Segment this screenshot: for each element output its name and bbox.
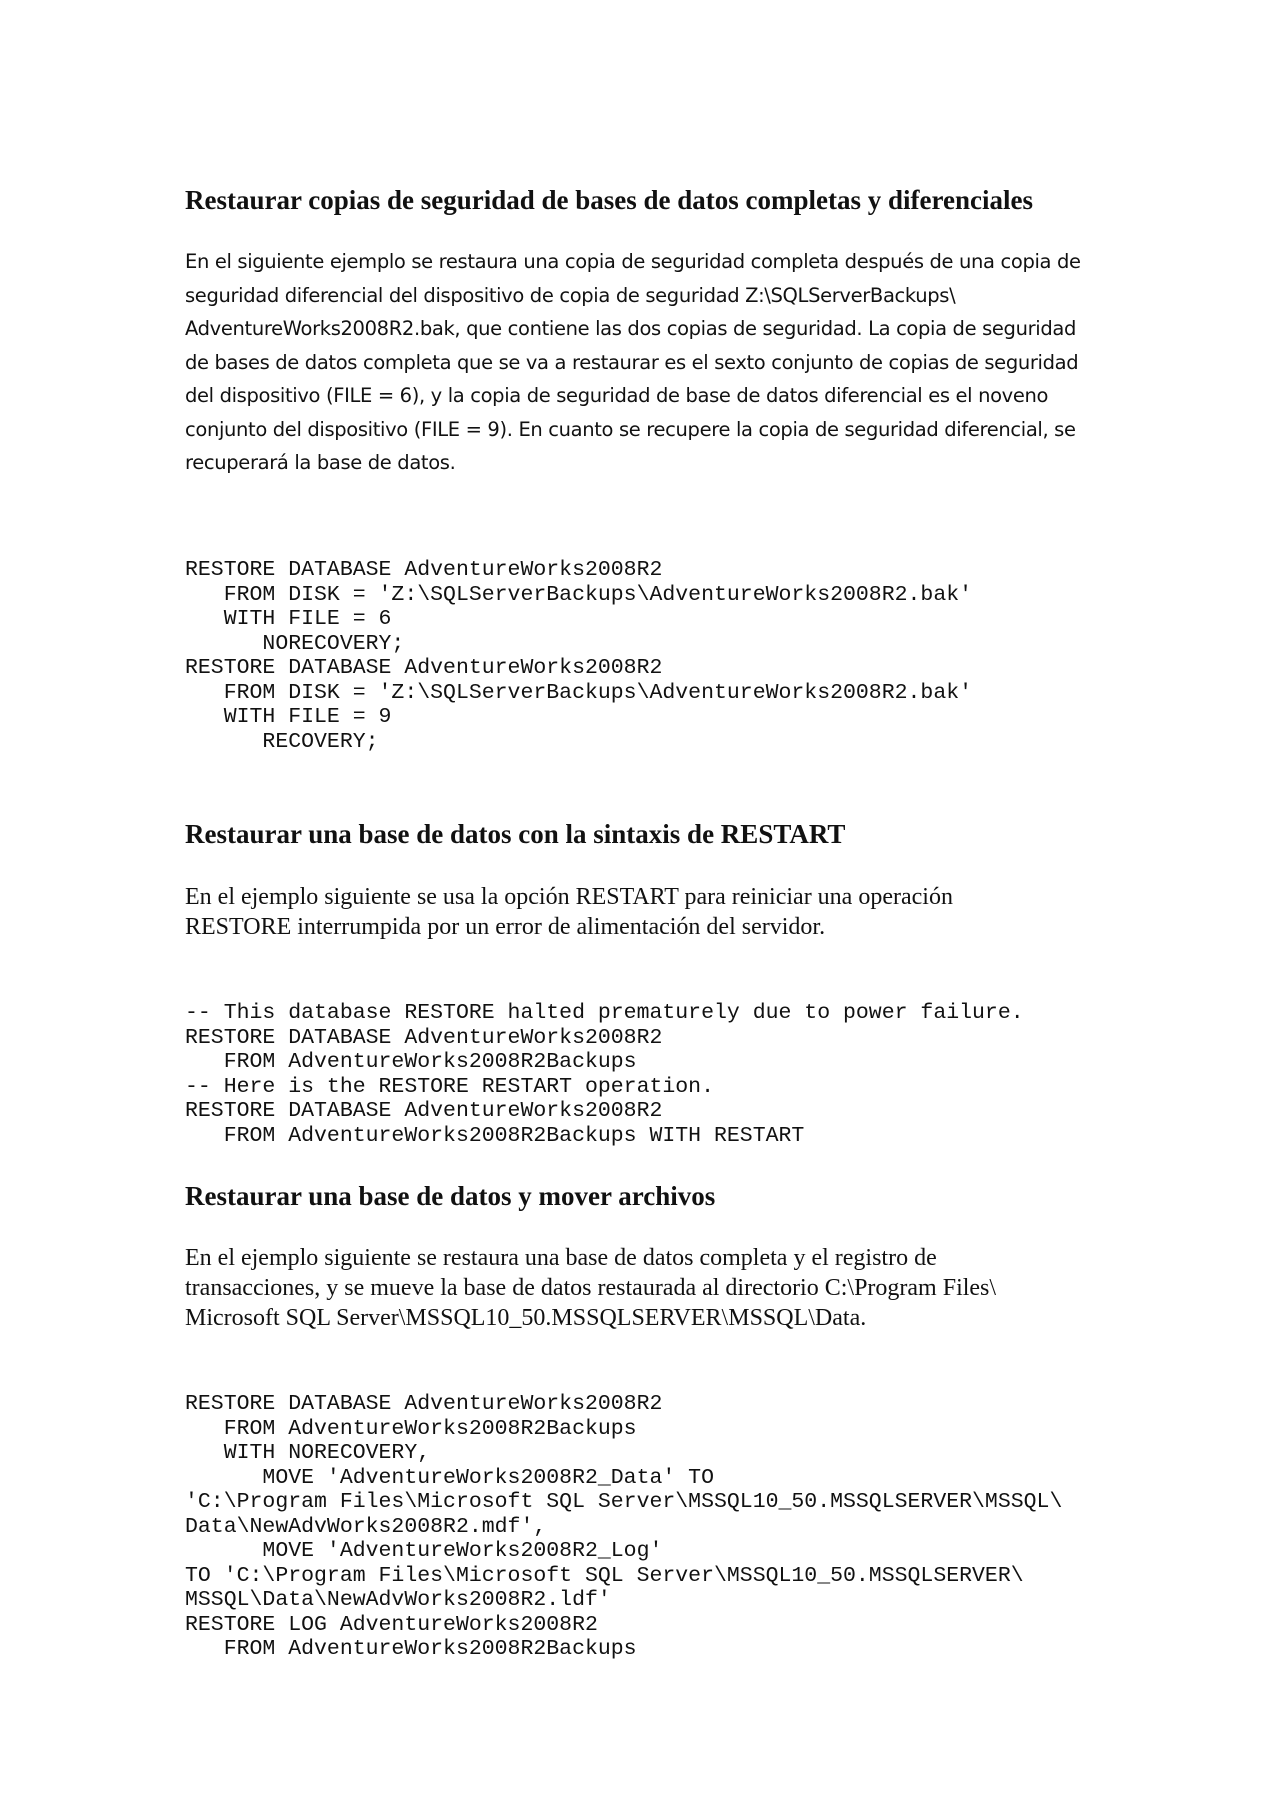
code-line: RESTORE DATABASE AdventureWorks2008R2	[185, 656, 663, 680]
code-line: FROM AdventureWorks2008R2Backups	[185, 1416, 637, 1441]
paragraph-line: transacciones, y se mueve la base de datos restaurada al directorio C:\Program Files\	[185, 1275, 997, 1301]
code-line: RESTORE LOG AdventureWorks2008R2	[185, 1612, 598, 1637]
code-line: WITH FILE = 6	[185, 607, 392, 631]
paragraph-line: recuperará la base de datos.	[185, 451, 456, 474]
code-line: RESTORE DATABASE AdventureWorks2008R2	[185, 1392, 663, 1416]
code-line: FROM DISK = 'Z:\SQLServerBackups\AdventureWorks2008R2.bak'	[185, 582, 973, 607]
code-line: WITH NORECOVERY,	[185, 1441, 431, 1465]
code-line: -- This database RESTORE halted prematurely due to power failure.	[185, 1001, 1024, 1025]
paragraph-line: AdventureWorks2008R2.bak, que contiene las dos copias de seguridad. La copia de seguridad	[185, 317, 1076, 340]
code-line: RECOVERY;	[185, 729, 379, 754]
code-line: WITH FILE = 9	[185, 705, 392, 729]
paragraph-line: de bases de datos completa que se va a restaurar es el sexto conjunto de copias de seguridad	[185, 350, 1079, 374]
code-line: -- Here is the RESTORE RESTART operation.	[185, 1074, 714, 1099]
section-2-code-block	[185, 1001, 1024, 1148]
code-line: MOVE 'AdventureWorks2008R2_Log'	[185, 1539, 663, 1563]
section-3-code-block	[185, 1392, 1062, 1662]
paragraph-line: del dispositivo (FILE = 6), y la copia de seguridad de base de datos diferencial es el noveno	[185, 384, 1049, 407]
paragraph-line: En el ejemplo siguiente se usa la opción RESTART para reiniciar una operación	[185, 884, 953, 910]
section-3-heading: Restaurar una base de datos y mover archivos	[185, 1181, 716, 1211]
code-line: FROM DISK = 'Z:\SQLServerBackups\AdventureWorks2008R2.bak'	[185, 680, 973, 705]
section-1-code-block	[185, 558, 972, 754]
paragraph-line: En el siguiente ejemplo se restaura una copia de seguridad completa después de una copia de	[185, 250, 1081, 273]
code-line: RESTORE DATABASE AdventureWorks2008R2	[185, 558, 663, 582]
code-line: FROM AdventureWorks2008R2Backups WITH RESTART	[185, 1123, 805, 1148]
code-line: RESTORE DATABASE AdventureWorks2008R2	[185, 1099, 663, 1123]
section-2-paragraph	[185, 882, 1115, 942]
code-line: MOVE 'AdventureWorks2008R2_Data' TO	[185, 1465, 714, 1490]
paragraph-line: RESTORE interrumpida por un error de alimentación del servidor.	[185, 914, 826, 940]
paragraph-line: seguridad diferencial del dispositivo de copia de seguridad Z:\SQLServerBackups\	[185, 283, 956, 307]
section-2-heading: Restaurar una base de datos con la sintaxis de RESTART	[185, 819, 846, 849]
code-line: RESTORE DATABASE AdventureWorks2008R2	[185, 1025, 663, 1050]
code-line: FROM AdventureWorks2008R2Backups	[185, 1637, 637, 1661]
paragraph-line: En el ejemplo siguiente se restaura una base de datos completa y el registro de	[185, 1245, 937, 1271]
code-line: NORECOVERY;	[185, 631, 405, 656]
code-line: Data\NewAdvWorks2008R2.mdf',	[185, 1514, 547, 1539]
section-1-heading: Restaurar copias de seguridad de bases de datos completas y diferenciales	[185, 185, 1033, 215]
paragraph-line: conjunto del dispositivo (FILE = 9). En cuanto se recupere la copia de seguridad diferencial, se	[185, 417, 1076, 441]
section-3-paragraph	[185, 1243, 1115, 1333]
code-line: MSSQL\Data\NewAdvWorks2008R2.ldf'	[185, 1588, 611, 1612]
section-1-paragraph	[185, 245, 1115, 480]
code-line: 'C:\Program Files\Microsoft SQL Server\MSSQL10_50.MSSQLSERVER\MSSQL\	[185, 1490, 1063, 1514]
code-line: TO 'C:\Program Files\Microsoft SQL Server\MSSQL10_50.MSSQLSERVER\	[185, 1563, 1024, 1588]
paragraph-line: Microsoft SQL Server\MSSQL10_50.MSSQLSERVER\MSSQL\Data.	[185, 1305, 867, 1331]
code-line: FROM AdventureWorks2008R2Backups	[185, 1050, 637, 1074]
